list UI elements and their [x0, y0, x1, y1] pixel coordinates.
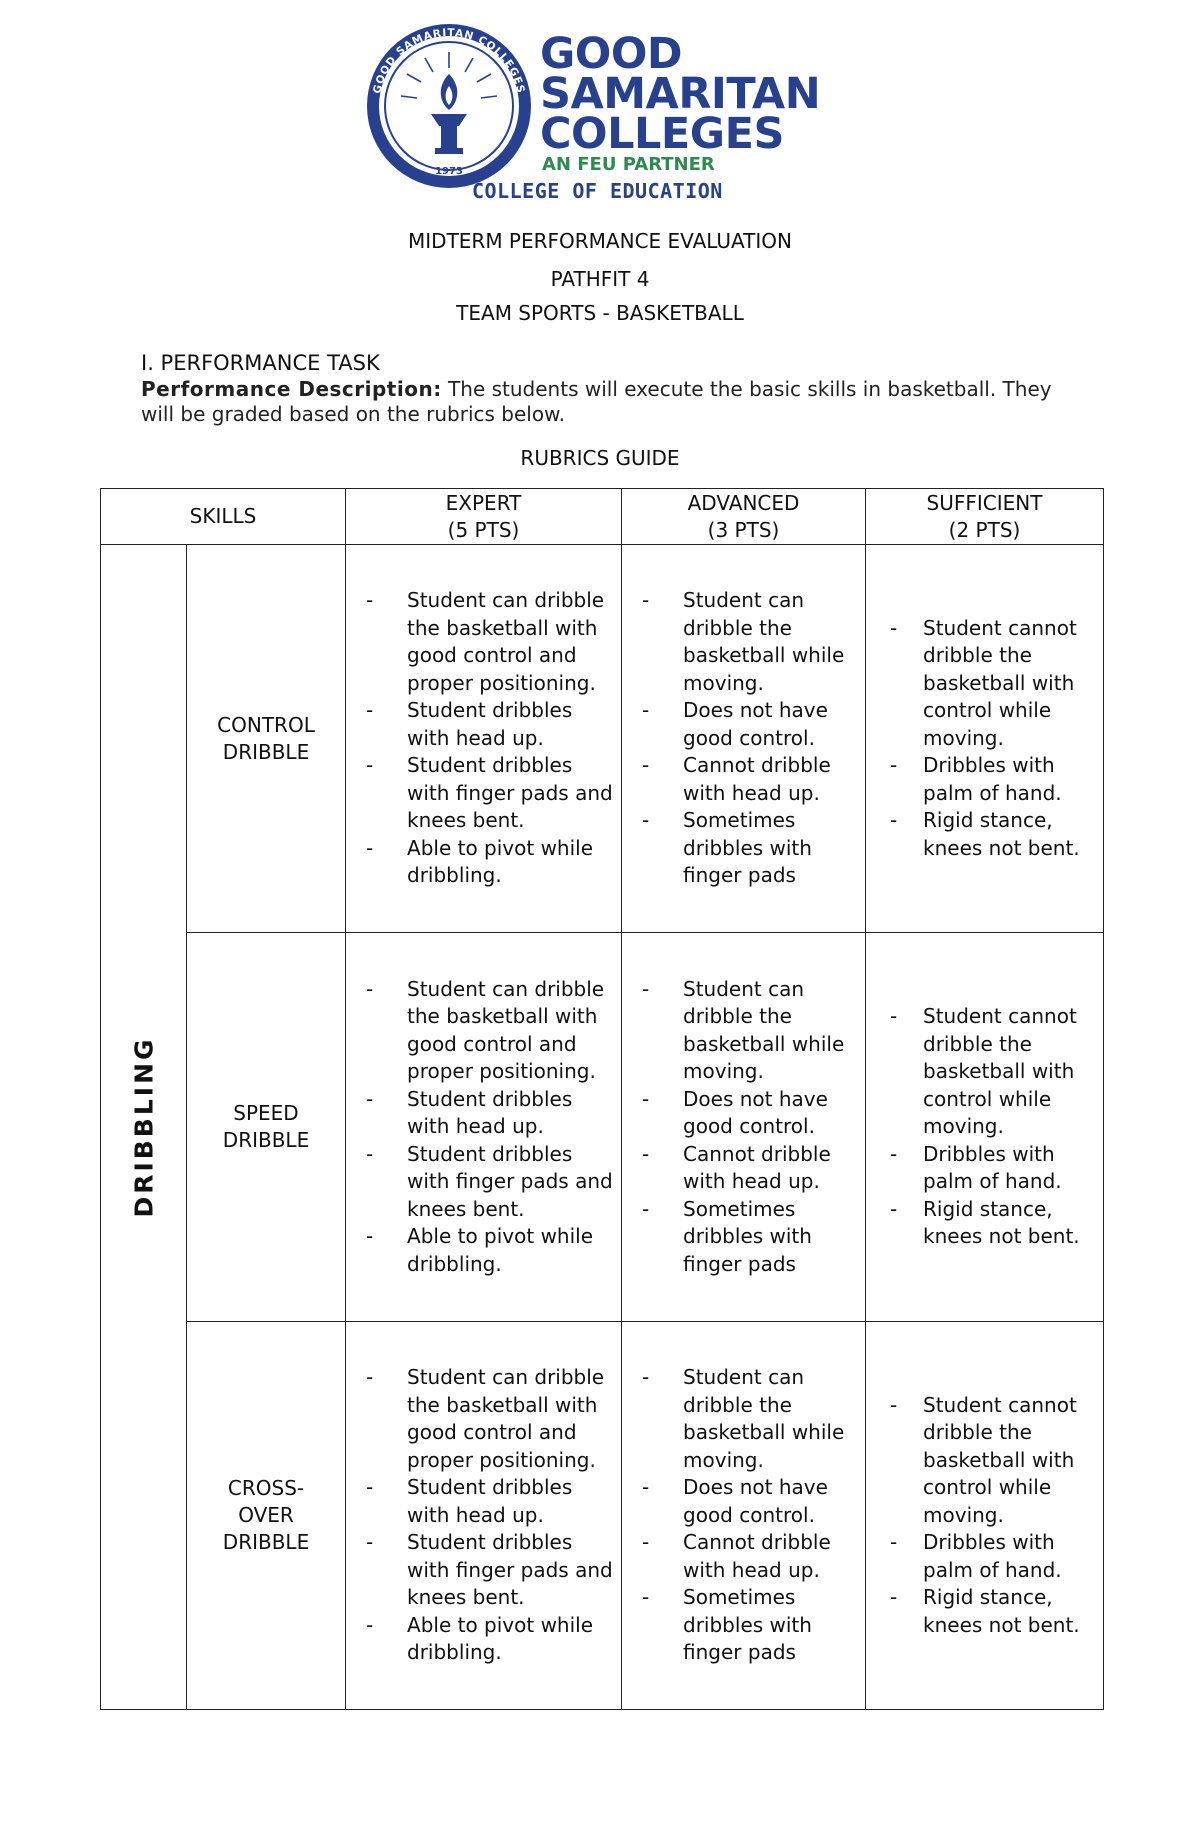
criterion-item: - Student cannot dribble the basketball with control while moving.: [890, 1003, 1095, 1141]
header-advanced-label: ADVANCED: [687, 490, 800, 515]
criterion-item: - Does not have good control.: [642, 1474, 857, 1529]
expert-criteria-cell: [346, 545, 622, 933]
expert-criteria-cell: [346, 1321, 622, 1709]
criterion-item: - Dribbles with palm of hand.: [890, 1141, 1095, 1196]
criterion-item: - Does not have good control.: [642, 697, 857, 752]
category-label: DRIBBLING: [129, 1036, 158, 1218]
advanced-criteria-cell: [622, 1321, 866, 1709]
criterion-item: - Able to pivot while dribbling.: [366, 1612, 613, 1667]
partner-tagline: AN FEU PARTNER: [542, 154, 715, 175]
header-sufficient-points: (2 PTS): [948, 517, 1021, 542]
criterion-item: - Student cannot dribble the basketball with control while moving.: [890, 615, 1095, 753]
criterion-item: - Student dribbles with head up.: [366, 697, 613, 752]
performance-description: [141, 377, 1081, 427]
criterion-item: - Student dribbles with head up.: [366, 1474, 613, 1529]
header-sufficient: [866, 489, 1104, 545]
criterion-item: - Rigid stance, knees not bent.: [890, 807, 1095, 862]
criterion-item: - Student cannot dribble the basketball with control while moving.: [890, 1392, 1095, 1530]
criterion-item: - Student dribbles with finger pads and knees bent.: [366, 1529, 613, 1612]
sufficient-criteria-cell: [866, 545, 1104, 933]
skill-cell: [187, 1321, 346, 1709]
criterion-item: - Cannot dribble with head up.: [642, 1141, 857, 1196]
header-expert-label: EXPERT: [445, 490, 522, 515]
criterion-item: - Rigid stance, knees not bent.: [890, 1196, 1095, 1251]
criterion-item: - Student dribbles with finger pads and knees bent.: [366, 1141, 613, 1224]
header-expert: [346, 489, 622, 545]
brand-line-good: GOOD: [540, 29, 683, 79]
criterion-item: - Able to pivot while dribbling.: [366, 1223, 613, 1278]
course-topic: TEAM SPORTS - BASKETBALL: [456, 301, 744, 325]
rubrics-title: RUBRICS GUIDE: [520, 446, 680, 470]
criterion-item: - Sometimes dribbles with finger pads: [642, 1196, 857, 1279]
advanced-criteria-cell: [622, 933, 866, 1321]
table-row: [101, 1321, 1104, 1709]
college-logo: [365, 22, 821, 203]
brand-line-samaritan: SAMARITAN: [540, 69, 821, 119]
header-expert-points: (5 PTS): [447, 517, 520, 542]
criterion-item: - Student can dribble the basketball while moving.: [642, 1364, 857, 1474]
criterion-item: - Sometimes dribbles with finger pads: [642, 807, 857, 890]
table-row: [101, 933, 1104, 1321]
criterion-item: - Student can dribble the basketball with good control and proper positioning.: [366, 587, 613, 697]
description-text: The students will execute the basic skills in basketball. They will be graded based on the rubrics below.: [141, 377, 1052, 426]
criterion-item: - Student can dribble the basketball while moving.: [642, 587, 857, 697]
section-heading: I. PERFORMANCE TASK: [141, 351, 380, 375]
table-header-row: [101, 489, 1104, 545]
expert-criteria-cell: [346, 933, 622, 1321]
criterion-item: - Student dribbles with head up.: [366, 1086, 613, 1141]
header-skills: SKILLS: [101, 489, 346, 545]
seal-year: 1973: [435, 166, 463, 177]
criterion-item: - Cannot dribble with head up.: [642, 752, 857, 807]
sufficient-criteria-cell: [866, 933, 1104, 1321]
advanced-criteria-cell: [622, 545, 866, 933]
header-sufficient-label: SUFFICIENT: [926, 490, 1043, 515]
criterion-item: - Student can dribble the basketball with good control and proper positioning.: [366, 976, 613, 1086]
criterion-item: - Able to pivot while dribbling.: [366, 835, 613, 890]
criterion-item: - Rigid stance, knees not bent.: [890, 1584, 1095, 1639]
college-seal-icon: [365, 22, 533, 190]
college-name: COLLEGE OF EDUCATION: [472, 179, 723, 203]
description-label: Performance Description:: [141, 377, 442, 401]
seal-ring-text: GOOD SAMARITAN COLLEGES: [371, 26, 527, 95]
criterion-item: - Does not have good control.: [642, 1086, 857, 1141]
skill-name-line: SPEED: [233, 1100, 299, 1125]
criterion-item: - Dribbles with palm of hand.: [890, 752, 1095, 807]
skill-name-line: DRIBBLE: [222, 1529, 310, 1554]
skill-name-line: CROSS-: [227, 1475, 305, 1500]
skill-name-line: DRIBBLE: [222, 739, 310, 764]
skill-cell: [187, 545, 346, 933]
category-cell: [101, 545, 187, 1710]
brand-line-colleges: COLLEGES: [540, 109, 784, 159]
criterion-item: - Sometimes dribbles with finger pads: [642, 1584, 857, 1667]
criterion-item: - Student can dribble the basketball with good control and proper positioning.: [366, 1364, 613, 1474]
criterion-item: - Dribbles with palm of hand.: [890, 1529, 1095, 1584]
table-row: [101, 545, 1104, 933]
criterion-item: - Student can dribble the basketball while moving.: [642, 976, 857, 1086]
header-advanced: [622, 489, 866, 545]
criterion-item: - Cannot dribble with head up.: [642, 1529, 857, 1584]
exam-title: MIDTERM PERFORMANCE EVALUATION: [408, 229, 792, 253]
criterion-item: - Student dribbles with finger pads and knees bent.: [366, 752, 613, 835]
skill-name-line: DRIBBLE: [222, 1127, 310, 1152]
header-advanced-points: (3 PTS): [707, 517, 780, 542]
skill-cell: [187, 933, 346, 1321]
skill-name-line: OVER: [238, 1502, 294, 1527]
sufficient-criteria-cell: [866, 1321, 1104, 1709]
rubric-table: [100, 488, 1104, 1710]
skill-name-line: CONTROL: [217, 712, 315, 737]
course-code: PATHFIT 4: [550, 267, 650, 291]
